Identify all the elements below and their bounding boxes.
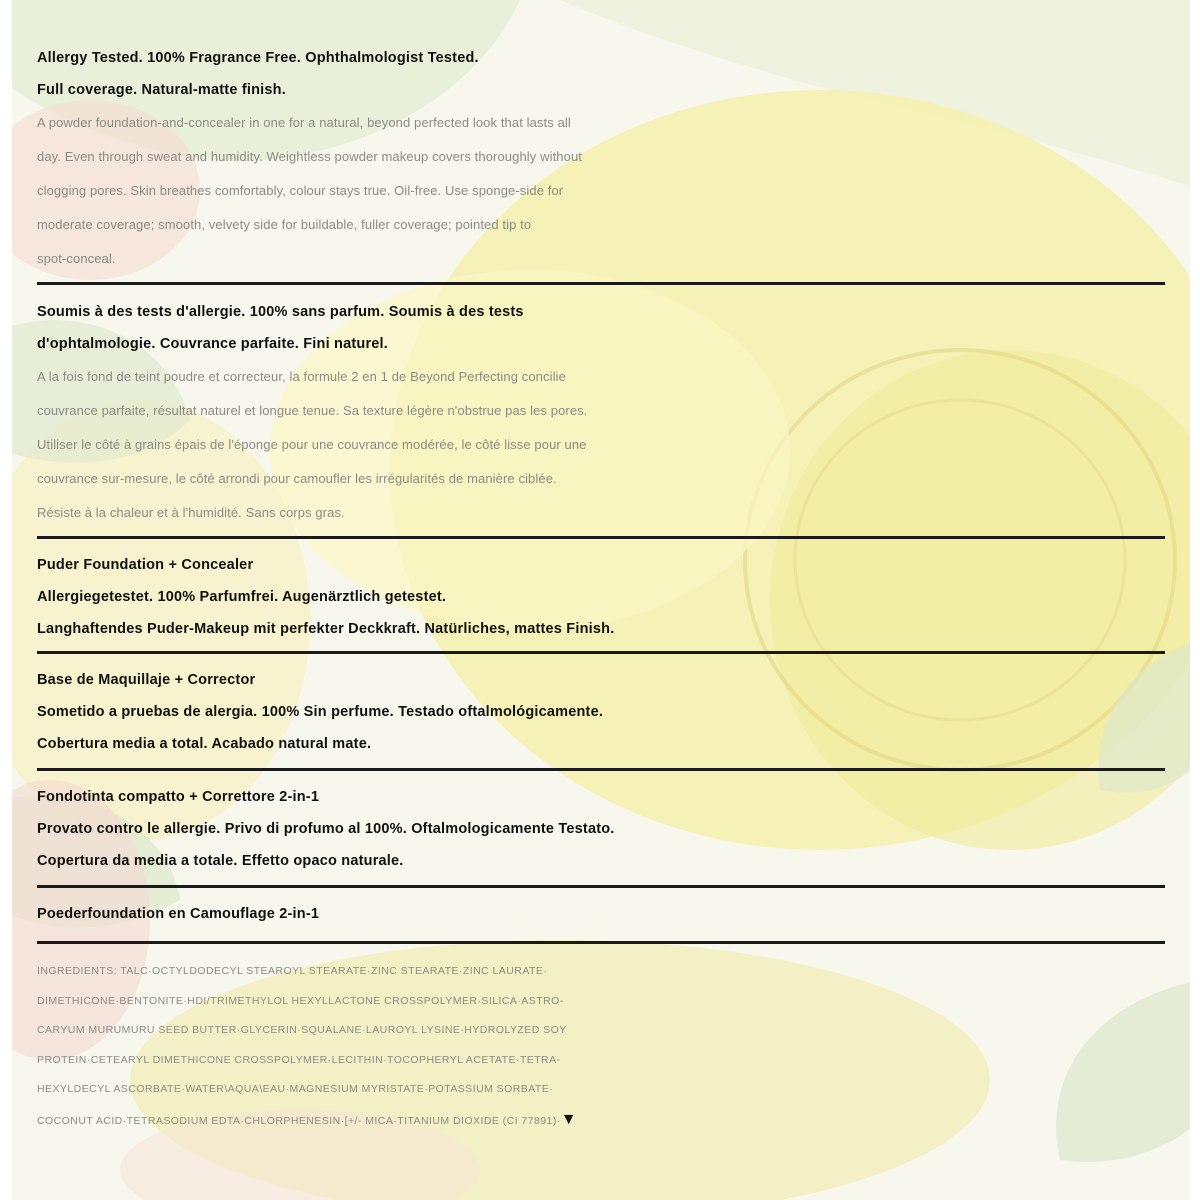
english-description-line-4: moderate coverage; smooth, velvety side for buildable, fuller coverage; pointed tip to xyxy=(37,217,532,232)
ingredients-line-6-text: COCONUT ACID·TETRASODIUM EDTA·CHLORPHENESIN·[+/- MICA·TITANIUM DIOXIDE (CI 77891)· xyxy=(37,1114,561,1127)
french-description-line-3: Utiliser le côté à grains épais de l'éponge pour une couvrance modérée, le côté lisse pour une xyxy=(37,437,587,452)
ingredients-line-1: INGREDIENTS: TALC·OCTYLDODECYL STEAROYL STEARATE·ZINC STEARATE·ZINC LAURATE· xyxy=(37,965,548,977)
continue-triangle-icon: ▼ xyxy=(560,1110,578,1128)
italian-product-name: Fondotinta compatto + Correttore 2-in-1 xyxy=(37,789,320,805)
english-description-line-2: day. Even through sweat and humidity. Weightless powder makeup covers thoroughly without xyxy=(37,149,582,164)
section-divider xyxy=(37,768,1165,771)
german-claims-line-2: Langhaftendes Puder-Makeup mit perfekter Deckkraft. Natürliches, mattes Finish. xyxy=(37,621,615,637)
italian-claims-line-2: Copertura da media a totale. Effetto opaco naturale. xyxy=(37,853,404,869)
left-margin xyxy=(0,0,12,1200)
french-claims-line-1: Soumis à des tests d'allergie. 100% sans parfum. Soumis à des tests xyxy=(37,304,524,320)
section-french xyxy=(37,296,1165,530)
english-description-line-3: clogging pores. Skin breathes comfortably, colour stays true. Oil-free. Use sponge-side for xyxy=(37,183,564,198)
ingredients-line-6 xyxy=(37,1105,1165,1137)
section-divider xyxy=(37,282,1165,285)
section-italian xyxy=(37,781,1165,877)
spanish-claims-line-2: Cobertura media a total. Acabado natural mate. xyxy=(37,736,372,752)
german-claims-line-1: Allergiegetestet. 100% Parfumfrei. Augenärztlich getestet. xyxy=(37,589,447,605)
ingredients-line-5: HEXYLDECYL ASCORBATE·WATER\AQUA\EAU·MAGNESIUM MYRISTATE·POTASSIUM SORBATE· xyxy=(37,1083,554,1095)
dutch-product-name: Poederfoundation en Camouflage 2-in-1 xyxy=(37,906,320,922)
german-product-name: Puder Foundation + Concealer xyxy=(37,557,254,573)
label-content xyxy=(37,42,1165,1136)
section-divider xyxy=(37,885,1165,888)
section-divider xyxy=(37,536,1165,539)
english-claims-line-1: Allergy Tested. 100% Fragrance Free. Ophthalmologist Tested. xyxy=(37,50,479,66)
french-claims-line-2: d'ophtalmologie. Couvrance parfaite. Fini naturel. xyxy=(37,336,389,352)
ingredients-list xyxy=(37,957,1165,1136)
english-description-line-1: A powder foundation-and-concealer in one for a natural, beyond perfected look that lasts all xyxy=(37,115,571,130)
section-english xyxy=(37,42,1165,276)
ingredients-line-3: CARYUM MURUMURU SEED BUTTER·GLYCERIN·SQUALANE·LAUROYL LYSINE·HYDROLYZED SOY xyxy=(37,1024,567,1036)
ingredients-line-2: DIMETHICONE·BENTONITE·HDI/TRIMETHYLOL HEXYLLACTONE CROSSPOLYMER·SILICA·ASTRO- xyxy=(37,994,564,1007)
section-spanish xyxy=(37,664,1165,760)
section-german xyxy=(37,549,1165,645)
french-description-line-1: A la fois fond de teint poudre et correcteur, la formule 2 en 1 de Beyond Perfecting concilie xyxy=(37,369,566,384)
spanish-claims-line-1: Sometido a pruebas de alergia. 100% Sin perfume. Testado oftalmológicamente. xyxy=(37,704,604,720)
english-description-line-5: spot-conceal. xyxy=(37,251,116,266)
ingredients-line-4: PROTEIN·CETEARYL DIMETHICONE CROSSPOLYMER·LECITHIN·TOCOPHERYL ACETATE·TETRA- xyxy=(37,1053,561,1066)
french-description-line-5: Résiste à la chaleur et à l'humidité. Sans corps gras. xyxy=(37,505,345,520)
section-dutch xyxy=(37,898,1165,930)
section-divider xyxy=(37,941,1165,944)
english-claims-line-2: Full coverage. Natural-matte finish. xyxy=(37,82,286,98)
right-margin xyxy=(1190,0,1200,1200)
section-divider xyxy=(37,651,1165,654)
french-description-line-4: couvrance sur-mesure, le côté arrondi pour camoufler les irrégularités de manière ciblée. xyxy=(37,471,557,486)
italian-claims-line-1: Provato contro le allergie. Privo di profumo al 100%. Oftalmologicamente Testato. xyxy=(37,821,615,837)
french-description-line-2: couvrance parfaite, résultat naturel et longue tenue. Sa texture légère n'obstrue pas les pores. xyxy=(37,403,588,418)
spanish-product-name: Base de Maquillaje + Corrector xyxy=(37,672,256,688)
